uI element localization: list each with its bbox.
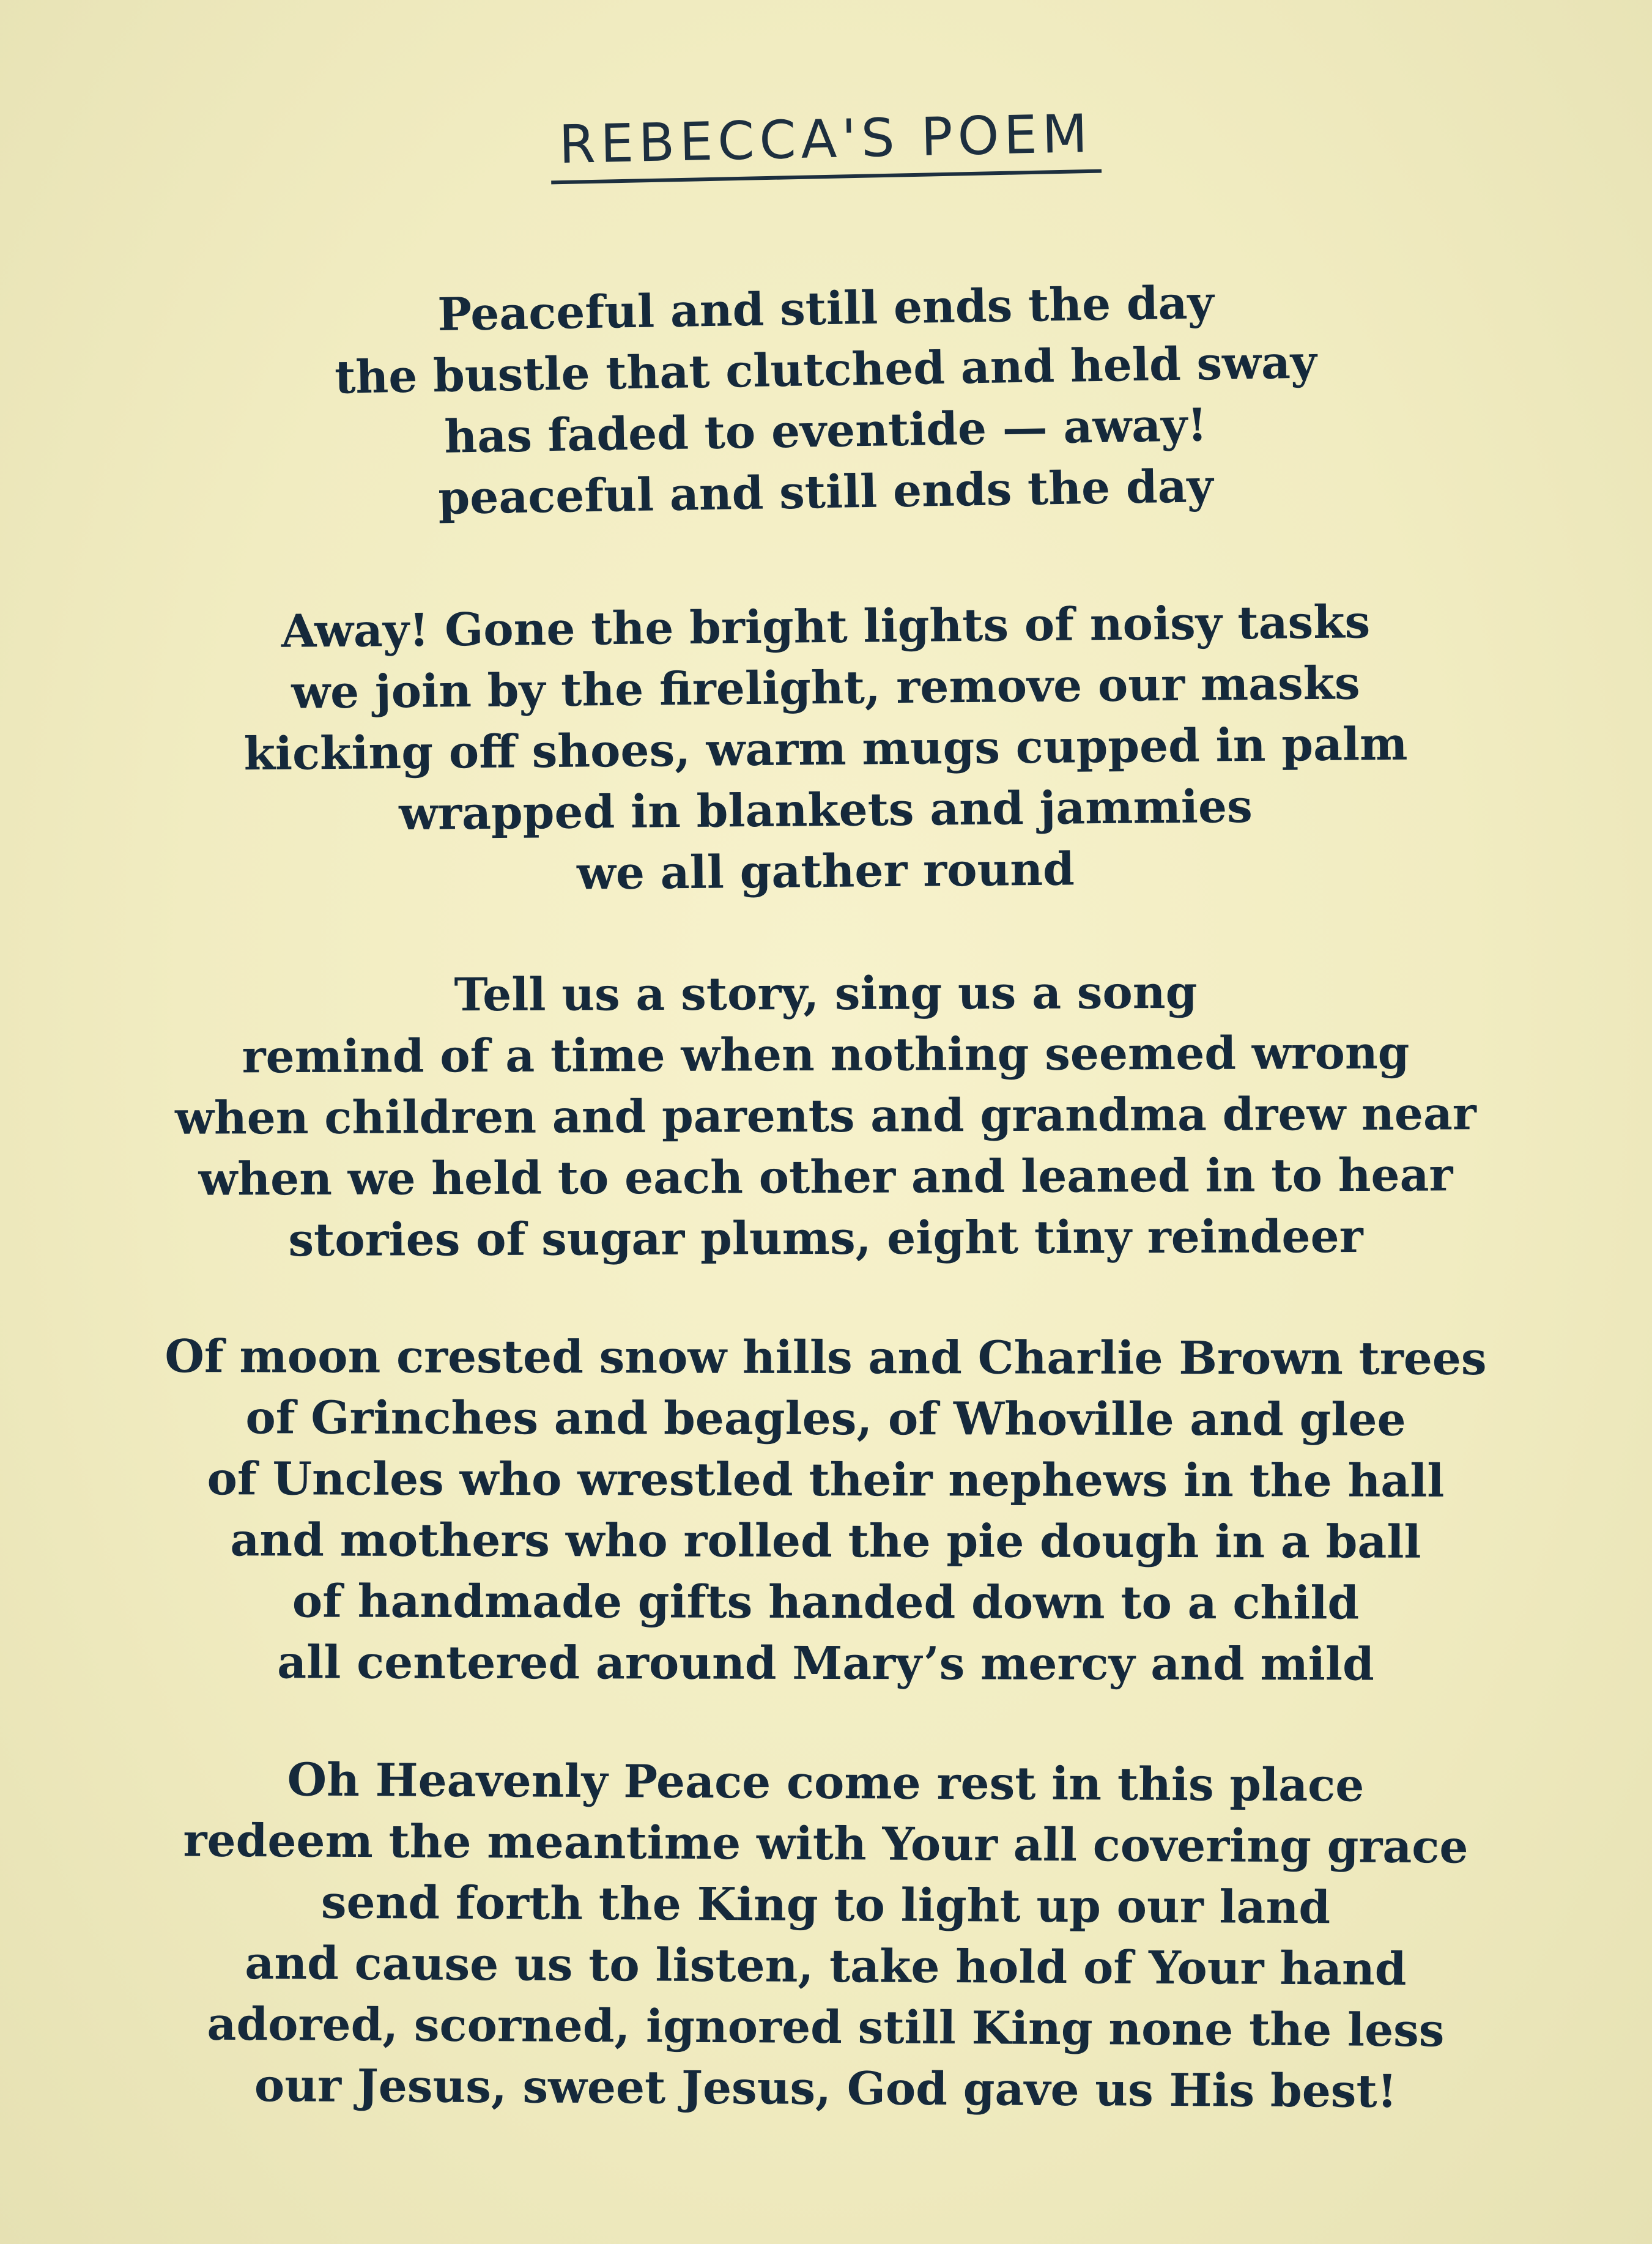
stanza-4-line-3: of Uncles who wrestled their nephews in the hall — [207, 1453, 1445, 1508]
stanza-5-line-2: redeem the meantime with Your all covering grace — [183, 1814, 1469, 1874]
stanza-4-line-4: and mothers who rolled the pie dough in a ball — [230, 1514, 1421, 1569]
stanza-3-line-5: stories of sugar plums, eight tiny reindeer — [288, 1210, 1363, 1267]
stanza-3-line-4: when we held to each other and leaned in to hear — [198, 1149, 1453, 1206]
stanza-2-line-3: kicking off shoes, warm mugs cupped in palm — [243, 717, 1408, 781]
stanza-4-line-6: all centered around Mary’s mercy and mild — [277, 1636, 1374, 1691]
stanza-1-line-2: the bustle that clutched and held sway — [334, 336, 1317, 404]
poem-title: REBECCA'S POEM — [550, 103, 1102, 185]
stanza-3-line-3: when children and parents and grandma drew near — [175, 1087, 1476, 1145]
stanza-4 — [73, 1327, 1578, 1694]
stanza-3-line-1: Tell us a story, sing us a song — [454, 966, 1198, 1022]
stanza-4-line-2: of Grinches and beagles, of Whoville and glee — [245, 1391, 1406, 1446]
title-container — [0, 103, 1652, 179]
stanza-2-line-5: we all gather round — [576, 843, 1075, 900]
stanza-1-line-3: has faded to eventide — away! — [443, 399, 1208, 464]
stanza-5-line-6: our Jesus, sweet Jesus, God gave us His best! — [254, 2059, 1398, 2118]
stanza-2-line-1: Away! Gone the bright lights of noisy tasks — [281, 596, 1371, 658]
stanza-2-line-2: we join by the firelight, remove our masks — [291, 657, 1361, 719]
stanza-2 — [73, 596, 1578, 902]
stanza-1 — [73, 278, 1578, 523]
stanza-5-line-1: Oh Heavenly Peace come rest in this place — [287, 1753, 1365, 1812]
stanza-5-line-4: and cause us to listen, take hold of Your hand — [245, 1937, 1407, 1996]
stanza-1-line-1: Peaceful and still ends the day — [437, 276, 1215, 341]
stanza-4-line-1: Of moon crested snow hills and Charlie Brown trees — [165, 1330, 1487, 1385]
stanza-2-line-4: wrapped in blankets and jammies — [398, 780, 1253, 841]
stanza-1-line-4: peaceful and still ends the day — [437, 460, 1214, 525]
stanza-3-line-2: remind of a time when nothing seemed wrong — [242, 1026, 1410, 1084]
stanza-3 — [73, 963, 1578, 1269]
stanza-5-line-3: send forth the King to light up our land — [320, 1876, 1331, 1935]
stanza-4-line-5: of handmade gifts handed down to a child — [292, 1575, 1360, 1630]
stanza-5-line-5: adored, scorned, ignored still King none the less — [207, 1998, 1445, 2057]
stanza-5 — [73, 1752, 1578, 2119]
